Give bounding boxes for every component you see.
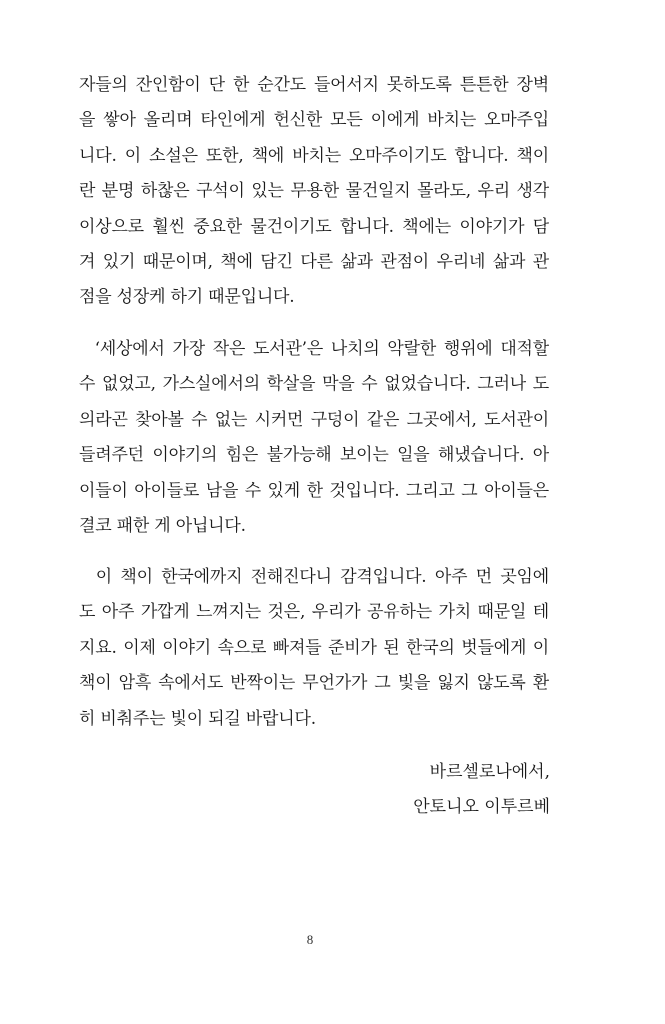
text-line: 자들의 잔인함이 단 한 순간도 들어서지 못하도록 튼튼한 장벽 (79, 75, 549, 95)
text-line: 수 없었고, 가스실에서의 학살을 막을 수 없었습니다. 그러나 도 (79, 374, 549, 395)
paragraph-1 (79, 68, 549, 316)
paragraph-2 (79, 332, 549, 544)
text-line: 의라곤 찾아볼 수 없는 시커먼 구덩이 같은 그곳에서, 도서관이 (79, 409, 549, 430)
text-line: 을 쌓아 올리며 타인에게 헌신한 모든 이에게 바치는 오마주입 (79, 110, 549, 131)
text-line: 이상으로 훨씬 중요한 물건이기도 합니다. 책에는 이야기가 담 (79, 216, 549, 237)
text-line: 이 책이 한국에까지 전해진다니 감격입니다. 아주 먼 곳임에 (79, 567, 549, 587)
text-line: 지요. 이제 이야기 속으로 빠져들 준비가 된 한국의 벗들에게 이 (79, 637, 549, 658)
text-line: 니다. 이 소설은 또한, 책에 바치는 오마주이기도 합니다. 책이 (79, 145, 549, 166)
text-line: 들려주던 이야기의 힘은 불가능해 보이는 일을 해냈습니다. 아 (79, 445, 549, 466)
text-line: 이들이 아이들로 남을 수 있게 한 것입니다. 그리고 그 아이들은 (79, 480, 549, 501)
paragraph-3 (79, 560, 549, 737)
text-line: 도 아주 가깝게 느껴지는 것은, 우리가 공유하는 가치 때문일 테 (79, 602, 549, 623)
text-line: 히 비춰주는 빛이 되길 바랍니다. (79, 708, 316, 729)
page-number: 8 (306, 932, 314, 947)
signature-place: 바르셀로나에서, (429, 762, 550, 782)
signature-author: 안토니오 이투르베 (413, 797, 550, 817)
text-line: 겨 있기 때문이며, 책에 담긴 다른 삶과 관점이 우리네 삶과 관 (79, 251, 549, 272)
text-line: 책이 암흑 속에서도 반짝이는 무언가가 그 빛을 잃지 않도록 환 (79, 673, 549, 694)
text-line: ‘세상에서 가장 작은 도서관’은 나치의 악랄한 행위에 대적할 (79, 339, 549, 359)
text-line: 결코 패한 게 아닙니다. (79, 515, 246, 536)
text-line: 란 분명 하찮은 구석이 있는 무용한 물건일지 몰라도, 우리 생각 (79, 181, 549, 202)
text-line: 점을 성장케 하기 때문입니다. (79, 287, 295, 308)
